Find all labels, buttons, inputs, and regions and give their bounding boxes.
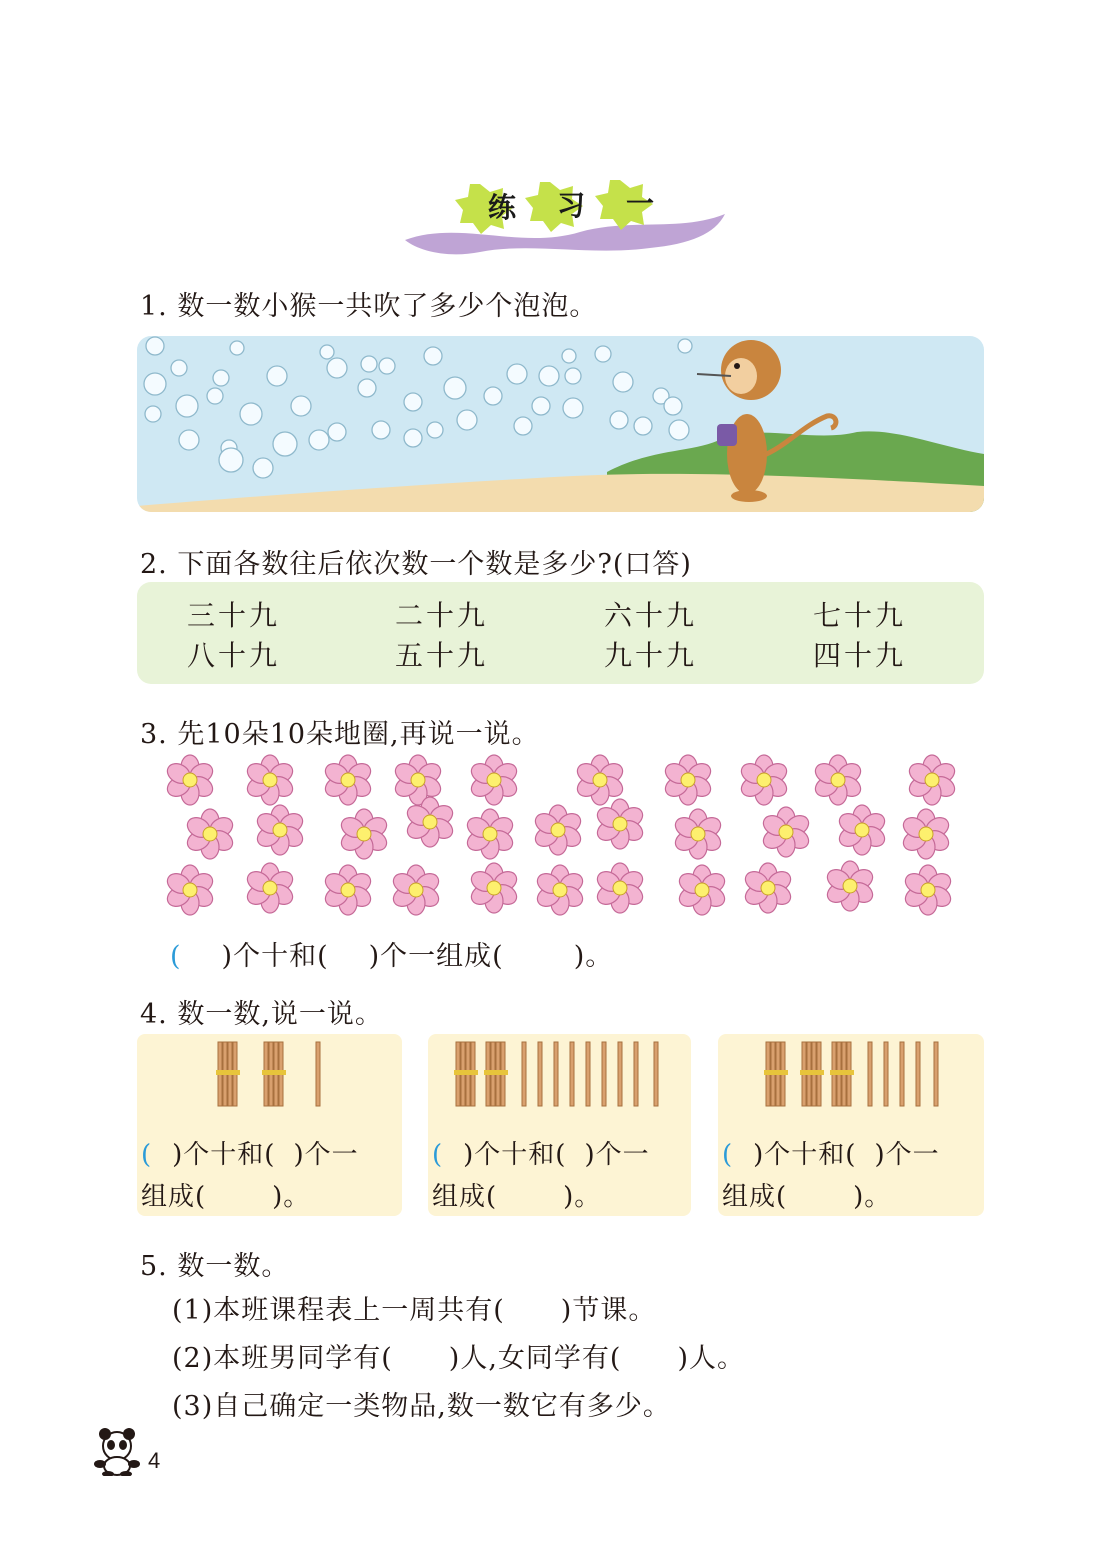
title-char-2: 习: [557, 189, 586, 222]
question-3-answer: [170, 934, 613, 973]
ones-make-label: )个一组成(: [368, 941, 504, 972]
question-4-text: 4. 数一数,说一说。: [140, 999, 383, 1030]
question-1-text: 1. 数一数小猴一共吹了多少个泡泡。: [140, 291, 598, 322]
title-char-3: 一: [626, 187, 655, 220]
panel-2-line-2: 组成( )。: [432, 1182, 602, 1212]
question-5-sub-1: (1)本班课程表上一周共有( )节课。: [172, 1295, 657, 1326]
panel-3-line-1: ( )个十和( )个一: [722, 1140, 940, 1170]
sticks-bundle-icon: [764, 1040, 954, 1112]
monkey-bubbles-illustration: [137, 336, 984, 512]
number-item: 九十九: [604, 639, 698, 672]
question-3-text: 3. 先10朵10朵地圈,再说一说。: [140, 719, 540, 750]
number-item: 三十九: [187, 599, 281, 632]
panel-1-line-2: 组成( )。: [141, 1182, 311, 1212]
tens-and-label: )个十和(: [221, 941, 329, 972]
numbers-panel: [137, 582, 984, 684]
page-number: 4: [148, 1448, 161, 1473]
sticks-bundle-icon: [454, 1040, 674, 1112]
title-char-1: 练: [488, 191, 517, 224]
number-item: 八十九: [187, 639, 281, 672]
bubble-scene: [137, 336, 984, 512]
flowers-illustration: [150, 750, 980, 925]
question-5-sub-2: (2)本班男同学有( )人,女同学有( )人。: [172, 1343, 745, 1374]
question-5-text: 5. 数一数。: [140, 1251, 290, 1282]
number-item: 七十九: [813, 599, 907, 632]
panel-1-line-1: ( )个十和( )个一: [141, 1140, 359, 1170]
exercise-title: [400, 172, 730, 262]
panel-3-line-2: 组成( )。: [722, 1182, 892, 1212]
panel-2-line-1: ( )个十和( )个一: [432, 1140, 650, 1170]
sticks-panel-3: [718, 1034, 984, 1216]
question-2-text: 2. 下面各数往后依次数一个数是多少?(口答): [140, 549, 692, 580]
number-item: 四十九: [813, 639, 907, 672]
sticks-panel-2: [428, 1034, 691, 1216]
number-item: 二十九: [395, 599, 489, 632]
question-5-sub-3: (3)自己确定一类物品,数一数它有多少。: [172, 1391, 671, 1422]
blank-tens-open: (: [170, 941, 182, 972]
panda-icon: [92, 1428, 142, 1476]
sticks-bundle-icon: [212, 1040, 332, 1112]
number-item: 五十九: [395, 639, 489, 672]
answer-end: )。: [573, 941, 614, 972]
sticks-panel-1: [137, 1034, 402, 1216]
number-item: 六十九: [604, 599, 698, 632]
flowers-area: [150, 750, 980, 925]
